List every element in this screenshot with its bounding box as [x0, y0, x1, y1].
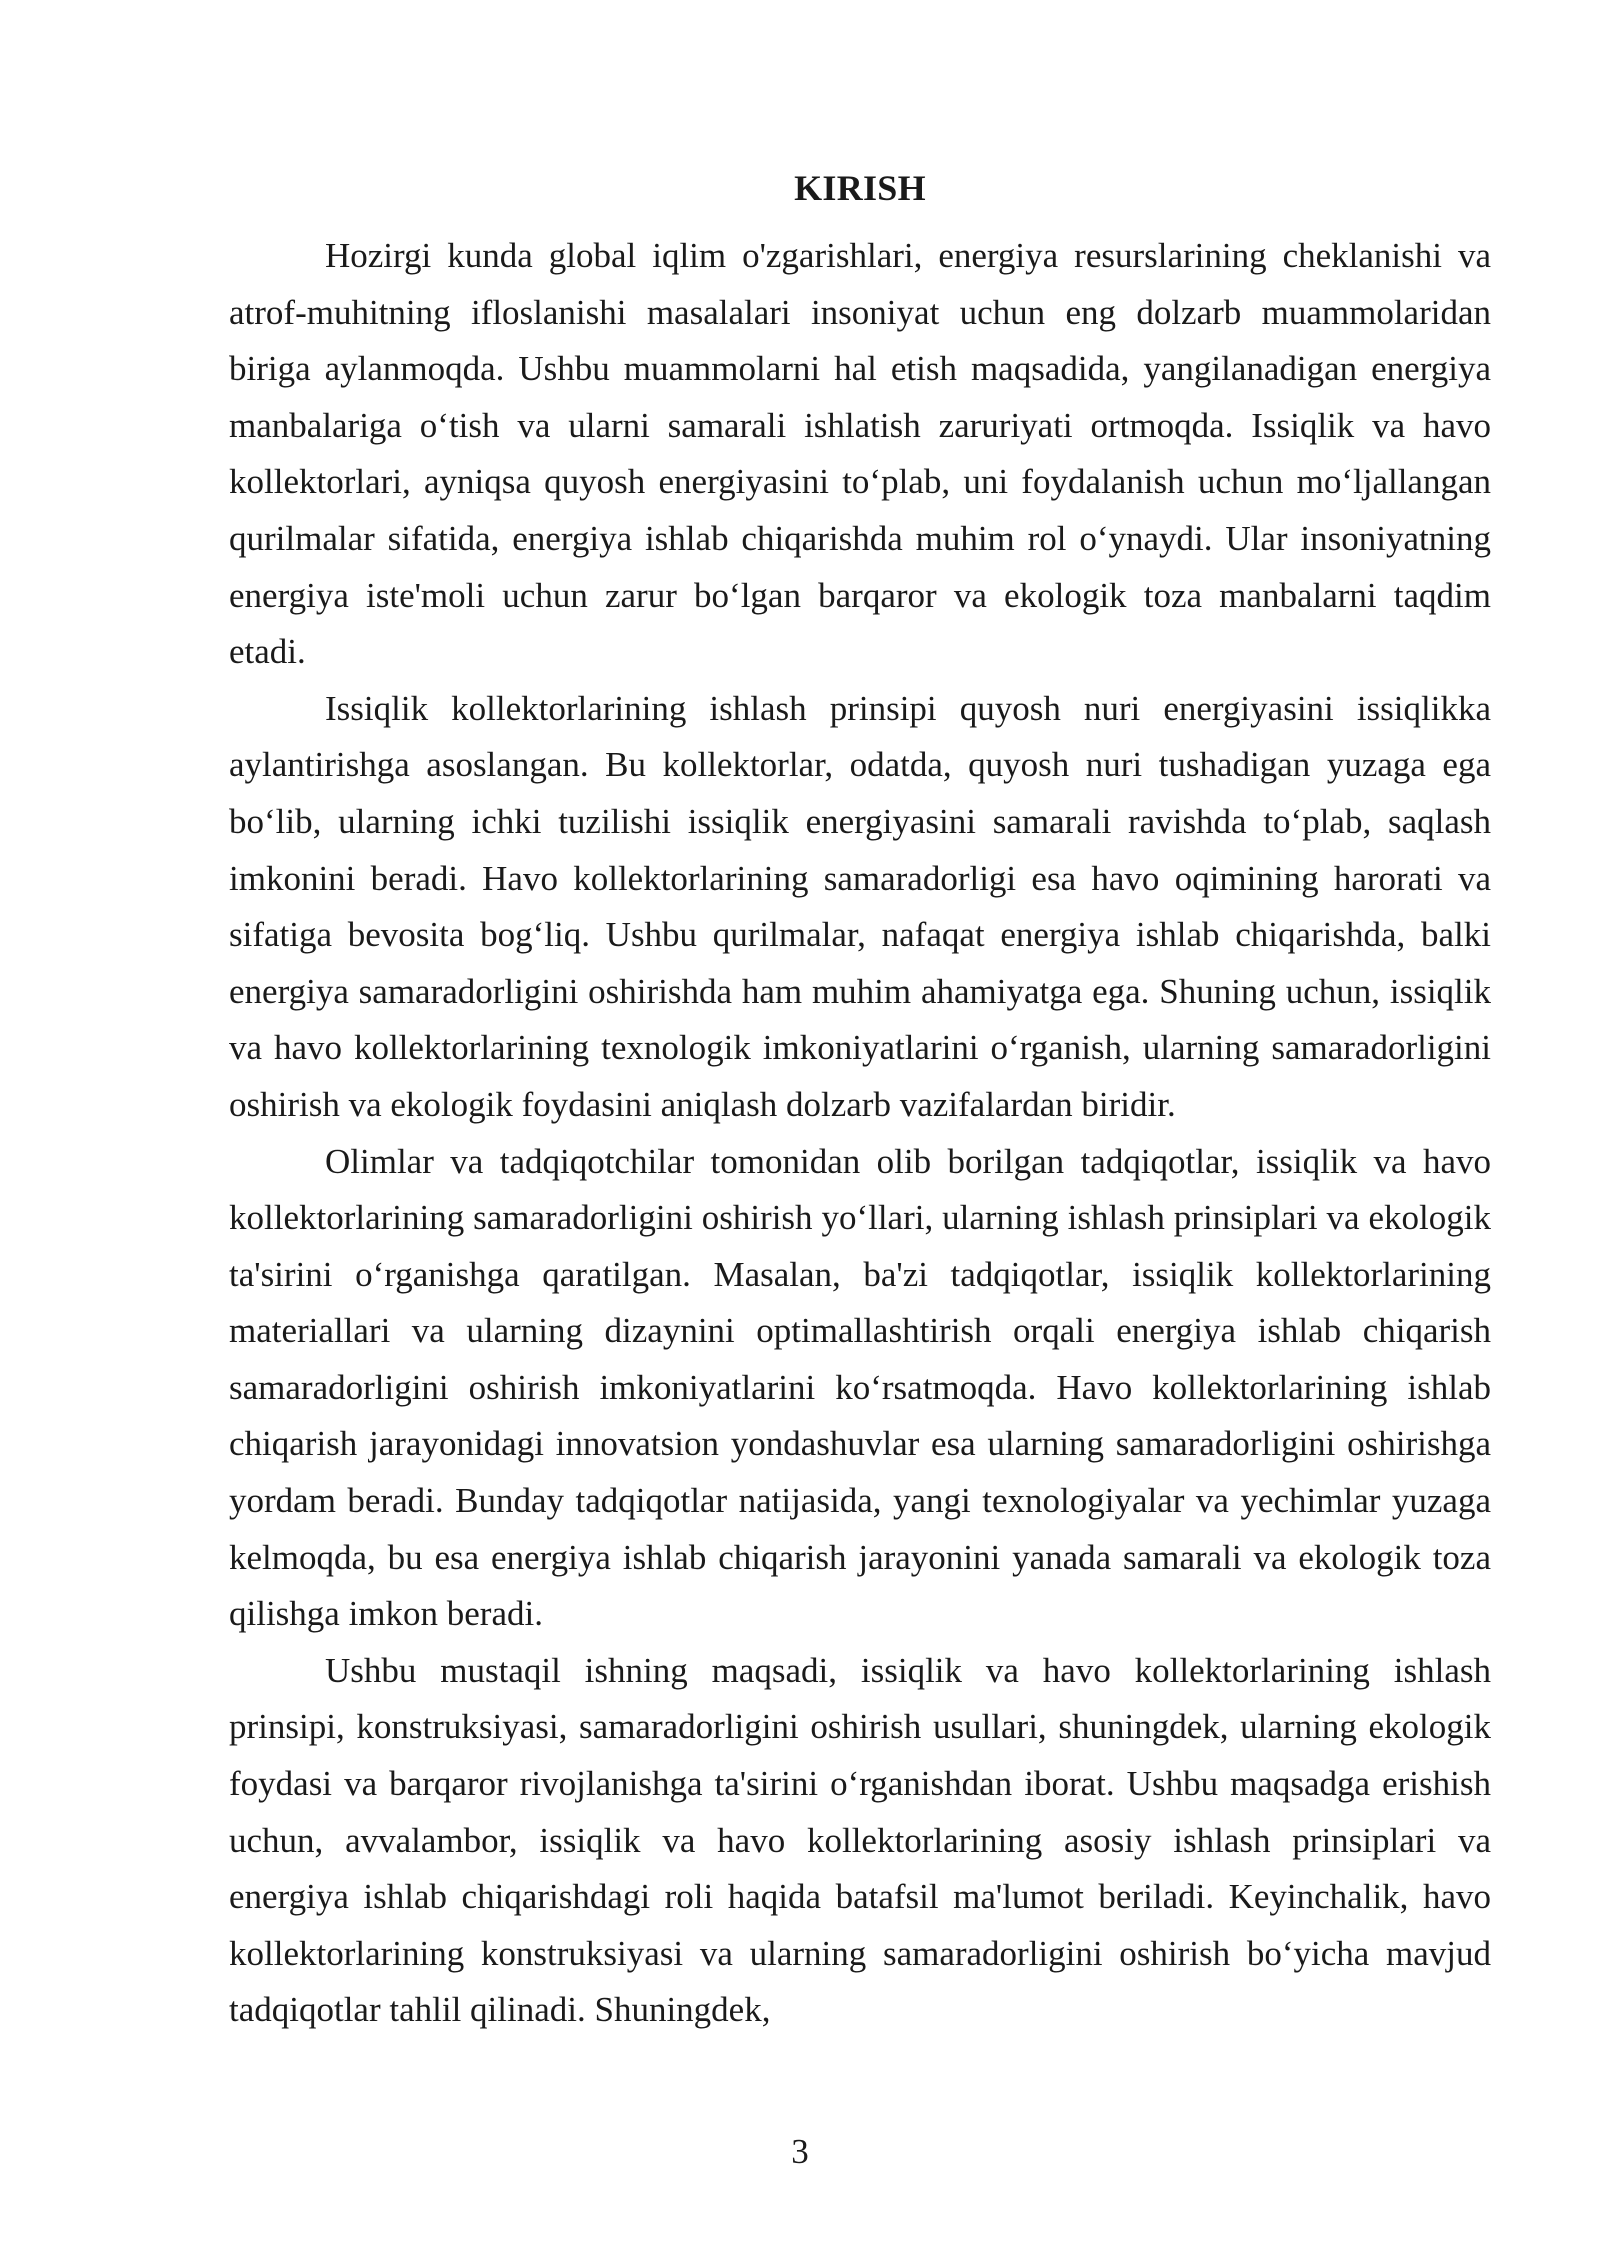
body-paragraph-2: Issiqlik kollektorlarining ishlash prinsipi quyosh nuri energiyasini issiqlikka aylantirishga asoslangan. Bu kollektorlar, odatda, quyosh nuri tushadigan yuzaga ega bo‘lib, ularning ichki tuzilishi issiqlik energiyasini samarali ravishda to‘plab, saqlash imkonini beradi. Havo kollektorlarining samaradorligi esa havo oqimining harorati va sifatiga bevosita bog‘liq. Ushbu qurilmalar, nafaqat energiya ishlab chiqarishda, balki energiya samaradorligini oshirishda ham muhim ahamiyatga ega. Shuning uchun, issiqlik va havo kollektorlarining texnologik imkoniyatlarini o‘rganish, ularning samaradorligini oshirish va ekologik foydasini aniqlash dolzarb vazifalardan biridir. — [229, 688, 1491, 1124]
page-title: KIRISH — [794, 168, 926, 208]
body-paragraph-1: Hozirgi kunda global iqlim o'zgarishlari, energiya resurslarining cheklanishi va atrof-muhitning ifloslanishi masalalari insoniyat uchun eng dolzarb muammolaridan biriga aylanmoqda. Ushbu muammolarni hal etish maqsadida, yangilanadigan energiya manbalariga o‘tish va ularni samarali ishlatish zaruriyati ortmoqda. Issiqlik va havo kollektorlari, ayniqsa quyosh energiyasini to‘plab, uni foydalanish uchun mo‘ljallangan qurilmalar sifatida, energiya ishlab chiqarishda muhim rol o‘ynaydi. Ular insoniyatning energiya iste'moli uchun zarur bo‘lgan barqaror va ekologik toza manbalarni taqdim etadi. — [229, 236, 1491, 672]
body-paragraph-3: Olimlar va tadqiqotchilar tomonidan olib borilgan tadqiqotlar, issiqlik va havo kollektorlarining samaradorligini oshirish yo‘llari, ularning ishlash prinsiplari va ekologik ta'sirini o‘rganishga qaratilgan. Masalan, ba'zi tadqiqotlar, issiqlik kollektorlarining materiallari va ularning dizaynini optimallashtirish orqali energiya ishlab chiqarish samaradorligini oshirish imkoniyatlarini ko‘rsatmoqda. Havo kollektorlarining ishlab chiqarish jarayonidagi innovatsion yondashuvlar esa ularning samaradorligini oshirishga yordam beradi. Bunday tadqiqotlar natijasida, yangi texnologiyalar va yechimlar yuzaga kelmoqda, bu esa energiya ishlab chiqarish jarayonini yanada samarali va ekologik toza qilishga imkon beradi. — [229, 1141, 1491, 1634]
body-paragraph-4: Ushbu mustaqil ishning maqsadi, issiqlik va havo kollektorlarining ishlash prinsipi, konstruksiyasi, samaradorligini oshirish usullari, shuningdek, ularning ekologik foydasi va barqaror rivojlanishga ta'sirini o‘rganishdan iborat. Ushbu maqsadga erishish uchun, avvalambor, issiqlik va havo kollektorlarining asosiy ishlash prinsiplari va energiya ishlab chiqarishdagi roli haqida batafsil ma'lumot beriladi. Keyinchalik, havo kollektorlarining konstruksiyasi va ularning samaradorligini oshirish bo‘yicha mavjud tadqiqotlar tahlil qilinadi. Shuningdek, — [229, 1650, 1491, 2030]
page-number: 3 — [791, 2132, 809, 2171]
page-content — [229, 160, 1491, 2039]
